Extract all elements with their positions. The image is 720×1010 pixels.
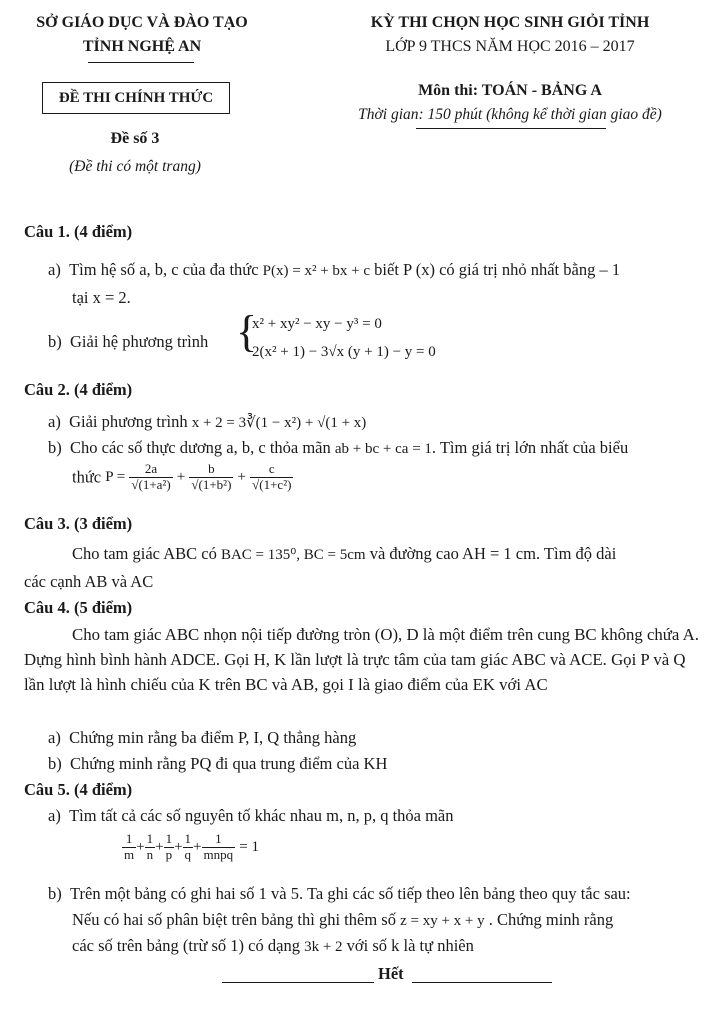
q1a-line1 [48, 260, 620, 280]
plus-sign: + [174, 838, 183, 855]
frac-1-mnpq [202, 832, 236, 863]
q4-title: Câu 4. (5 điểm) [24, 598, 133, 617]
frac3-den: √(1+c²) [252, 476, 292, 492]
q5a-text: Tìm tất cả các số nguyên tố khác nhau m, n, p, q thỏa mãn [69, 806, 454, 825]
q5b-text1: Trên một bảng có ghi hai số 1 và 5. Ta ghi các số tiếp theo lên bảng theo quy tắc sau: [70, 884, 631, 903]
end-rule-right [412, 982, 552, 983]
q5b-text2b: . Chứng minh rằng [488, 910, 614, 929]
exam-grade-year: LỚP 9 THCS NĂM HỌC 2016 – 2017 [385, 38, 635, 55]
q5b-prefix: b) [48, 884, 62, 903]
plus-sign: + [136, 838, 145, 855]
q3-text2: và đường cao AH = 1 cm. Tìm độ dài [369, 544, 617, 563]
department-name: SỞ GIÁO DỤC VÀ ĐÀO TẠO [36, 14, 248, 31]
frac-num: 1 [165, 831, 173, 846]
q5b-formula-z: z = xy + x + y [400, 913, 485, 929]
q2-title: Câu 2. (4 điểm) [24, 380, 133, 399]
q5a-line [48, 806, 454, 826]
exam-subject: Môn thi: TOÁN - BẢNG A [418, 82, 602, 99]
frac-num: 1 [146, 831, 154, 846]
q1a-formula: P(x) = x² + bx + c [262, 263, 371, 279]
fraction-c [250, 462, 293, 493]
q2b-condition: ab + bc + ca = 1 [334, 441, 432, 457]
q4b-text: Chứng minh rằng PQ đi qua trung điểm của KH [70, 754, 388, 773]
q2a-text: Giải phương trình [69, 412, 188, 431]
equals-one: = 1 [239, 838, 259, 855]
frac-1-m [122, 832, 136, 863]
q1a-text2: biết P (x) có giá trị nhỏ nhất bằng – 1 [374, 260, 621, 279]
q3-text1: Cho tam giác ABC có [72, 544, 217, 563]
q5b-text3b: với số k là tự nhiên [346, 936, 474, 955]
frac-1-n [145, 832, 156, 863]
q1b-text: Giải hệ phương trình [70, 332, 209, 351]
q2b-text2: . Tìm giá trị lớn nhất của biểu [431, 438, 629, 457]
frac-num: 1 [122, 832, 136, 848]
q5a-equation [122, 832, 259, 863]
q5a-prefix: a) [48, 806, 61, 825]
frac1-num: 2a [129, 462, 172, 478]
page-note: (Đề thi có một trang) [69, 158, 201, 175]
time-underline [416, 128, 606, 129]
q2b-line2 [72, 462, 293, 493]
q4a-prefix: a) [48, 728, 61, 747]
plus-sign: + [155, 838, 164, 855]
q1-title: Câu 1. (4 điểm) [24, 222, 133, 241]
province-name: TỈNH NGHỆ AN [82, 38, 202, 55]
frac-1-p [164, 832, 175, 863]
frac-1-q [183, 832, 194, 863]
q2b-text1: Cho các số thực dương a, b, c thỏa mãn [70, 438, 331, 457]
q4b-prefix: b) [48, 754, 62, 773]
exam-title: KỲ THI CHỌN HỌC SINH GIỎI TỈNH [370, 14, 650, 31]
q4-body: Cho tam giác ABC nhọn nội tiếp đường tròn (O), D là một điểm trên cung BC không chứa A. Dựng hình bình hành ADCE. Gọi H, K lần lượt là trực tâm của tam giác ABC và ACE. Gọi P và Q lần lượt là hình chiếu của K trên BC và AB, gọi I là giao điểm của EK với AC [24, 625, 699, 694]
frac-num: 1 [202, 832, 236, 848]
q1a-line2: tại x = 2. [72, 288, 131, 307]
q5-title: Câu 5. (4 điểm) [24, 780, 133, 799]
q5b-text3a: các số trên bảng (trừ số 1) có dạng [72, 936, 300, 955]
province-underline [88, 62, 194, 63]
q2b-prefix: b) [48, 438, 62, 457]
q3-line1 [72, 544, 616, 564]
exam-number: Đề số 3 [110, 130, 160, 147]
frac1-den: √(1+a²) [131, 476, 171, 492]
q2b-line1 [48, 438, 628, 458]
q4a-text: Chứng min rằng ba điểm P, I, Q thẳng hàng [69, 728, 357, 747]
frac-den: q [184, 846, 192, 862]
frac-den: p [165, 846, 173, 862]
frac2-num: b [189, 462, 233, 478]
q3-title: Câu 3. (3 điểm) [24, 514, 133, 533]
q1a-text1: Tìm hệ số a, b, c của đa thức [69, 260, 259, 279]
q2a-line [48, 412, 366, 432]
plus-sign: + [193, 838, 202, 855]
q3-line2: các cạnh AB và AC [24, 572, 154, 591]
frac-den: m [124, 846, 135, 862]
q2b-P: P = [105, 468, 126, 485]
exam-time: Thời gian: 150 phút (không kể thời gian giao đề) [358, 106, 662, 123]
fraction-b [189, 462, 233, 493]
end-rule-left [222, 982, 374, 983]
plus-sign: + [176, 468, 186, 485]
frac3-num: c [250, 462, 293, 478]
q5b-line2 [72, 910, 613, 930]
q2a-prefix: a) [48, 412, 61, 431]
q1b-line [48, 332, 208, 352]
q5b-line3 [72, 936, 474, 956]
q2a-formula: x + 2 = 3∛(1 − x²) + √(1 + x) [191, 415, 367, 431]
frac-num: 1 [184, 831, 192, 846]
frac-den: mnpq [203, 846, 234, 862]
q1b-eq1: x² + xy² − xy − y³ = 0 [252, 316, 382, 332]
q1b-eq2: 2(x² + 1) − 3√x (y + 1) − y = 0 [252, 344, 436, 360]
fraction-2a [129, 462, 172, 493]
q5b-formula-k: 3k + 2 [304, 939, 343, 955]
frac-den: n [146, 846, 154, 862]
frac2-den: √(1+b²) [191, 476, 232, 492]
end-marker: Hết [378, 964, 404, 983]
official-exam-box: ĐỀ THI CHÍNH THỨC [42, 82, 230, 114]
q4b-line [48, 754, 387, 774]
q3-formula: BAC = 135⁰, BC = 5cm [220, 547, 366, 563]
q5b-line1 [48, 884, 631, 904]
q5b-text2a: Nếu có hai số phân biệt trên bảng thì ghi thêm số [72, 910, 396, 929]
q4a-line [48, 728, 356, 748]
system-brace: { [236, 307, 258, 356]
q1b-prefix: b) [48, 332, 62, 351]
q2b-thuc: thức [72, 467, 102, 487]
q1a-prefix: a) [48, 260, 61, 279]
plus-sign: + [237, 468, 246, 485]
